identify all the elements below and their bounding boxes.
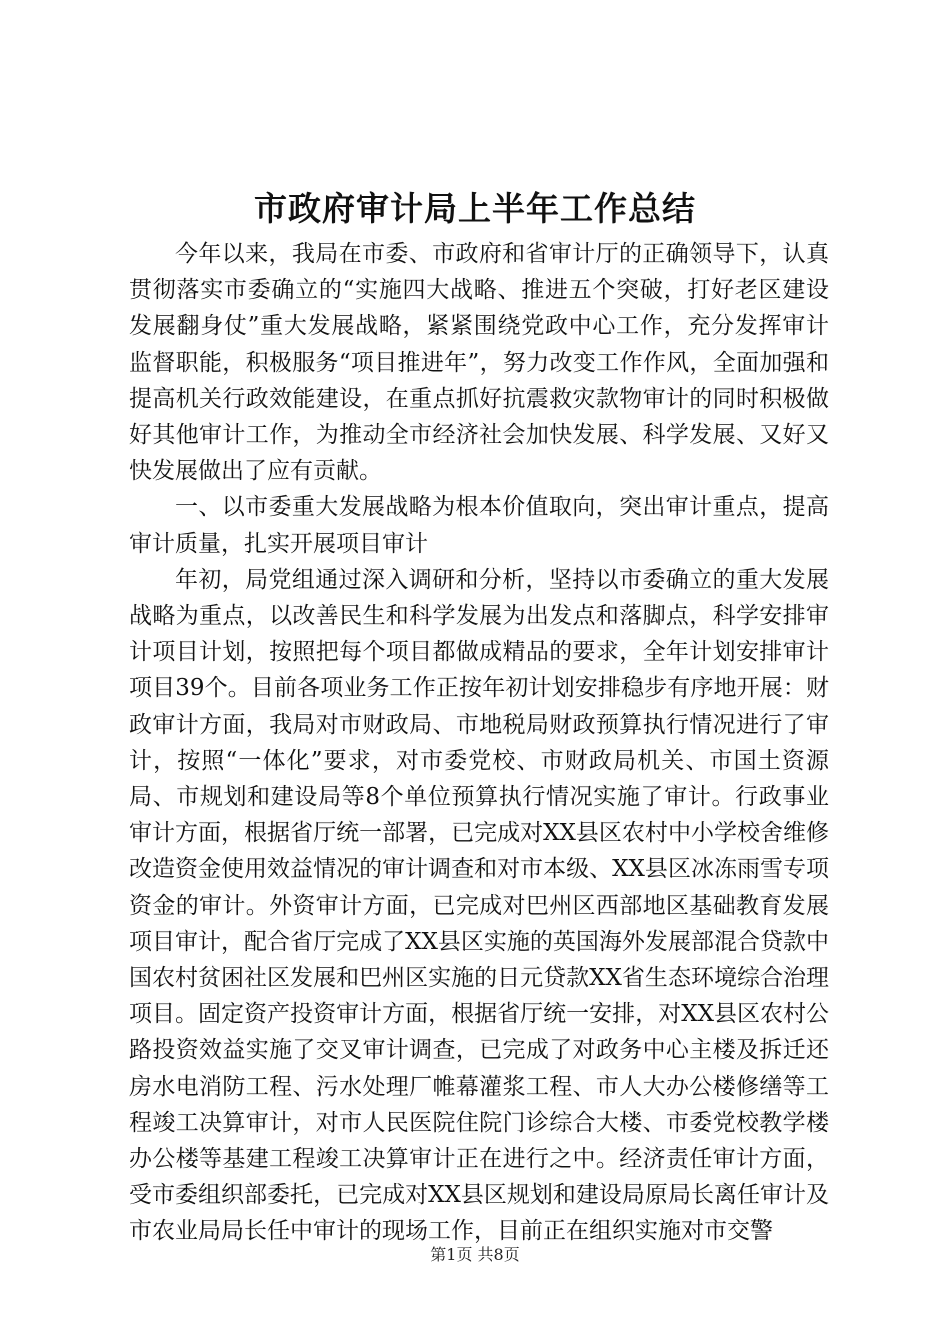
section-heading-1: 一、以市委重大发展战略为根本价值取向，突出审计重点，提高审计质量，扎实开展项目审计: [129, 494, 829, 557]
document-title: 市政府审计局上半年工作总结: [254, 189, 696, 228]
page-number: 第1页 共8页: [430, 1245, 520, 1264]
paragraph-audit-projects: 年初，局党组通过深入调研和分析，坚持以市委确立的重大发展战略为重点，以改善民生和科学发展为出发点和落脚点，科学安排审计项目计划，按照把每个项目都做成精品的要求，全年计划安排审计项目39个。目前各项业务工作正按年初计划安排稳步有序地开展：财政审计方面，我局对市财政局、市地税局财政预算执行情况进行了审计，按照“一体化”要求，对市委党校、市财政局机关、市国土资源局、市规划和建设局等8个单位预算执行情况实施了审计。行政事业审计方面，根据省厅统一部署，已完成对XX县区农村中小学校舍维修改造资金使用效益情况的审计调查和对市本级、XX县区冰冻雨雪专项资金的审计。外资审计方面，已完成对巴州区西部地区基础教育发展项目审计，配合省厅完成了XX县区实施的英国海外发展部混合贷款中国农村贫困社区发展和巴州区实施的日元贷款XX省生态环境综合治理项目。固定资产投资审计方面，根据省厅统一安排，对XX县区农村公路投资效益实施了交叉审计调查，已完成了对政务中心主楼及拆迁还房水电消防工程、污水处理厂帷幕灌浆工程、市人大办公楼修缮等工程竣工决算审计，对市人民医院住院门诊综合大楼、市委党校教学楼办公楼等基建工程竣工决算审计正在进行之中。经济责任审计方面，受市委组织部委托，已完成对XX县区规划和建设局原局长离任审计及市农业局局长任中审计的现场工作，目前正在组织实施对市交警: [129, 566, 829, 1245]
paragraph-intro: 今年以来，我局在市委、市政府和省审计厅的正确领导下，认真贯彻落实市委确立的“实施四大战略、推进五个突破，打好老区建设发展翻身仗”重大发展战略，紧紧围绕党政中心工作，充分发挥审计监督职能，积极服务“项目推进年”，努力改变工作作风，全面加强和提高机关行政效能建设，在重点抓好抗震救灾款物审计的同时积极做好其他审计工作，为推动全市经济社会加快发展、科学发展、又好又快发展做出了应有贡献。: [129, 241, 829, 485]
document-body: [129, 236, 829, 1250]
